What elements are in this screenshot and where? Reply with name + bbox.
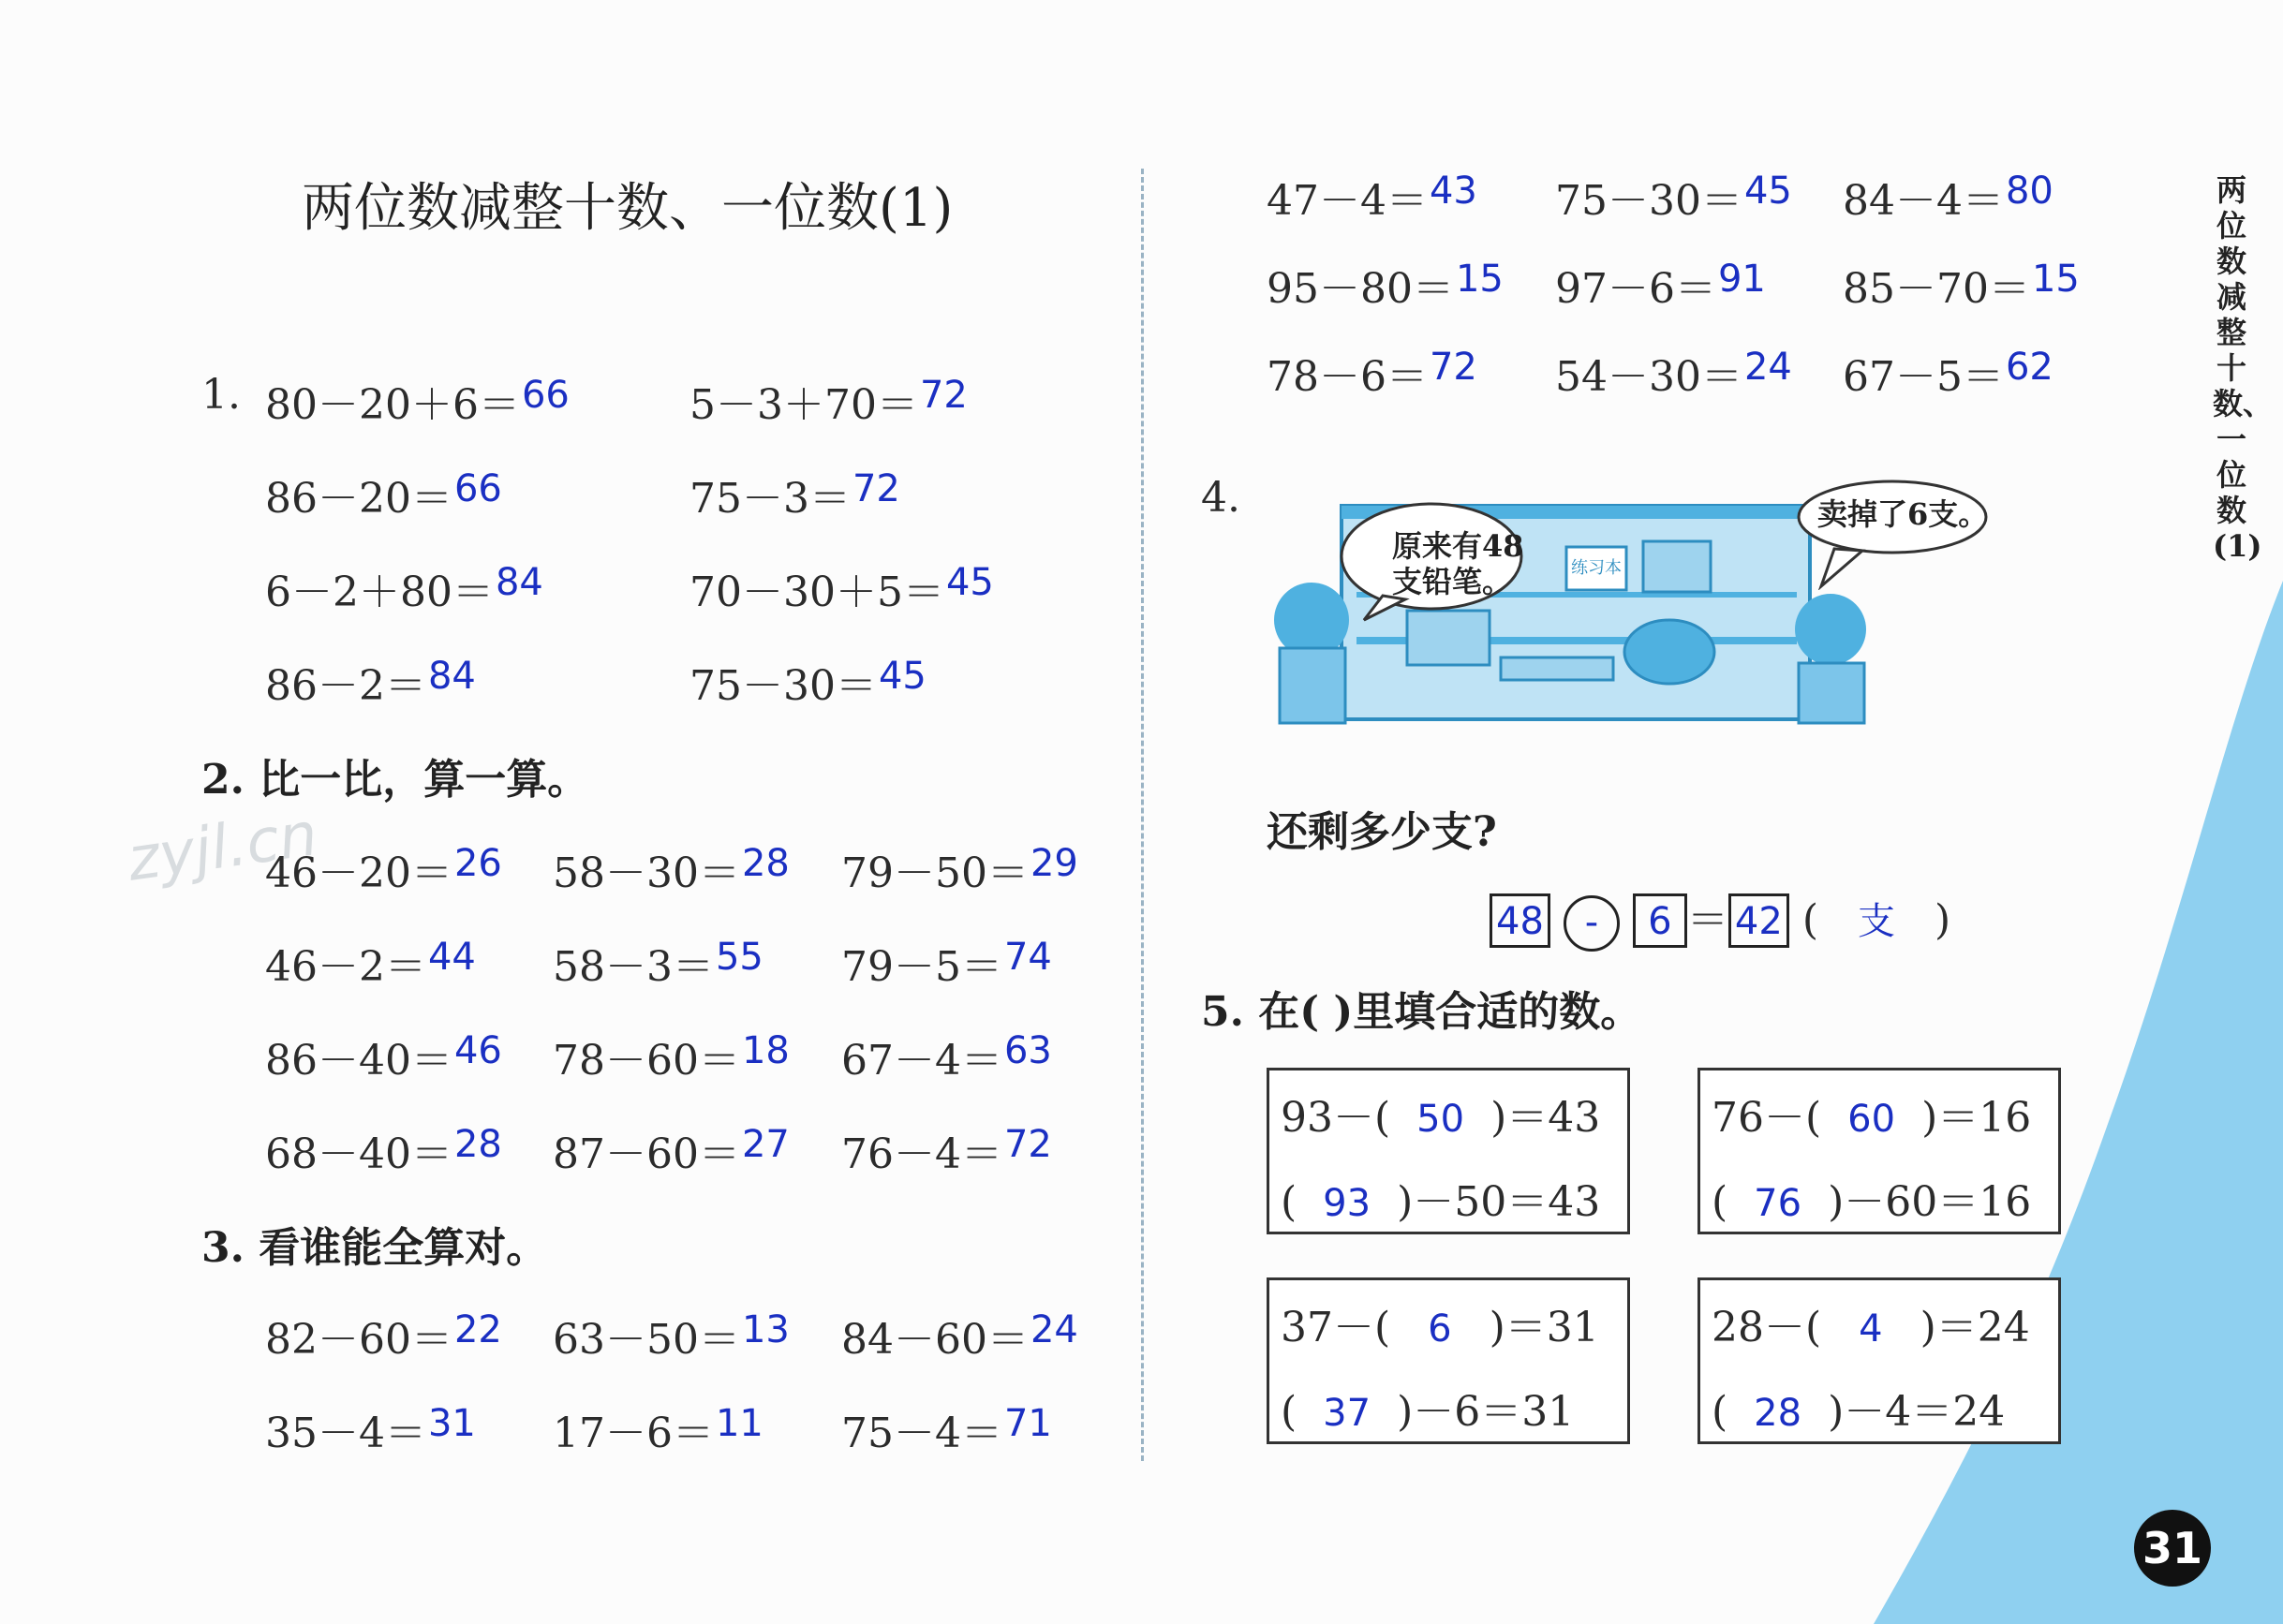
exercise: 82－60＝22 xyxy=(265,1308,502,1364)
exercise: 86－2＝84 xyxy=(265,655,476,710)
section5-heading: 5. 在( )里填合适的数。 xyxy=(1201,988,1642,1036)
fill-row: 37－( 6 )＝31 xyxy=(1281,1304,1599,1351)
answer-box: 48 xyxy=(1490,893,1550,948)
exercise: 87－60＝27 xyxy=(553,1123,790,1178)
operator-circle: - xyxy=(1564,895,1620,952)
exercise: 85－70＝15 xyxy=(1843,258,2080,313)
speech-bubble-right: 卖掉了6支。 xyxy=(1817,496,1989,532)
exercise: 17－6＝11 xyxy=(553,1402,763,1457)
section3-heading: 3. 看谁能全算对。 xyxy=(201,1224,548,1272)
section4-question: 还剩多少支? xyxy=(1267,808,1497,856)
exercise: 58－3＝55 xyxy=(553,936,763,991)
exercise: 75－30＝45 xyxy=(1555,170,1792,225)
watermark: zyjl.cn xyxy=(123,800,322,895)
exercise: 75－4＝71 xyxy=(841,1402,1052,1457)
fill-box xyxy=(1697,1277,2061,1444)
exercise: 46－20＝26 xyxy=(265,842,502,897)
exercise: 70－30＋5＝45 xyxy=(689,561,994,616)
exercise: 63－50＝13 xyxy=(553,1308,790,1364)
fill-box xyxy=(1267,1277,1630,1444)
page-title: 两位数减整十数、一位数(1) xyxy=(302,178,954,239)
shop-illustration xyxy=(1267,480,1875,725)
answer-box: 42 xyxy=(1728,893,1789,948)
exercise: 75－30＝45 xyxy=(689,655,927,710)
exercise: 86－20＝66 xyxy=(265,467,502,523)
exercise: 79－50＝29 xyxy=(841,842,1078,897)
section4-label: 4. xyxy=(1201,474,1240,522)
side-title: 两位数减整十数、一位数(1) xyxy=(2213,172,2274,564)
exercise: 84－60＝24 xyxy=(841,1308,1078,1364)
page-number: 31 xyxy=(2134,1510,2211,1587)
exercise: 78－6＝72 xyxy=(1267,346,1477,401)
exercise: 67－4＝63 xyxy=(841,1029,1052,1085)
unit-answer: 支 xyxy=(1857,900,1895,943)
fill-row: ( 76 )－60＝16 xyxy=(1712,1178,2032,1226)
exercise: 86－40＝46 xyxy=(265,1029,502,1085)
exercise: 47－4＝43 xyxy=(1267,170,1477,225)
section2-heading: 2. 比一比，算一算。 xyxy=(201,756,589,804)
speech-bubble-left: 原来有48支铅笔。 xyxy=(1392,528,1524,599)
exercise: 68－40＝28 xyxy=(265,1123,502,1178)
exercise: 6－2＋80＝84 xyxy=(265,561,543,616)
fill-row: ( 28 )－4＝24 xyxy=(1712,1388,2006,1436)
answer-box: 6 xyxy=(1633,893,1687,948)
exercise: 5－3＋70＝72 xyxy=(689,374,968,429)
exercise: 80－20＋6＝66 xyxy=(265,374,570,429)
exercise: 75－3＝72 xyxy=(689,467,900,523)
fill-box xyxy=(1267,1068,1630,1234)
exercise: 67－5＝62 xyxy=(1843,346,2053,401)
fill-box xyxy=(1697,1068,2061,1234)
exercise: 95－80＝15 xyxy=(1267,258,1504,313)
exercise: 84－4＝80 xyxy=(1843,170,2053,225)
fill-row: ( 37 )－6＝31 xyxy=(1281,1388,1575,1436)
exercise: 78－60＝18 xyxy=(553,1029,790,1085)
exercise: 97－6＝91 xyxy=(1555,258,1766,313)
exercise: 79－5＝74 xyxy=(841,936,1052,991)
page-divider xyxy=(1141,169,1144,1461)
exercise: 35－4＝31 xyxy=(265,1402,476,1457)
fill-row: 93－( 50 )＝43 xyxy=(1281,1094,1601,1142)
fill-row: 28－( 4 )＝24 xyxy=(1712,1304,2030,1351)
book-label: 练习本 xyxy=(1571,558,1622,578)
exercise: 46－2＝44 xyxy=(265,936,476,991)
exercise: 76－4＝72 xyxy=(841,1123,1052,1178)
fill-row: 76－( 60 )＝16 xyxy=(1712,1094,2032,1142)
section1-label: 1. xyxy=(201,371,241,419)
answer-equation: 48 - 6 ＝ 42 ( 支 ) xyxy=(1490,886,1950,952)
exercise: 58－30＝28 xyxy=(553,842,790,897)
exercise: 54－30＝24 xyxy=(1555,346,1792,401)
fill-row: ( 93 )－50＝43 xyxy=(1281,1178,1601,1226)
